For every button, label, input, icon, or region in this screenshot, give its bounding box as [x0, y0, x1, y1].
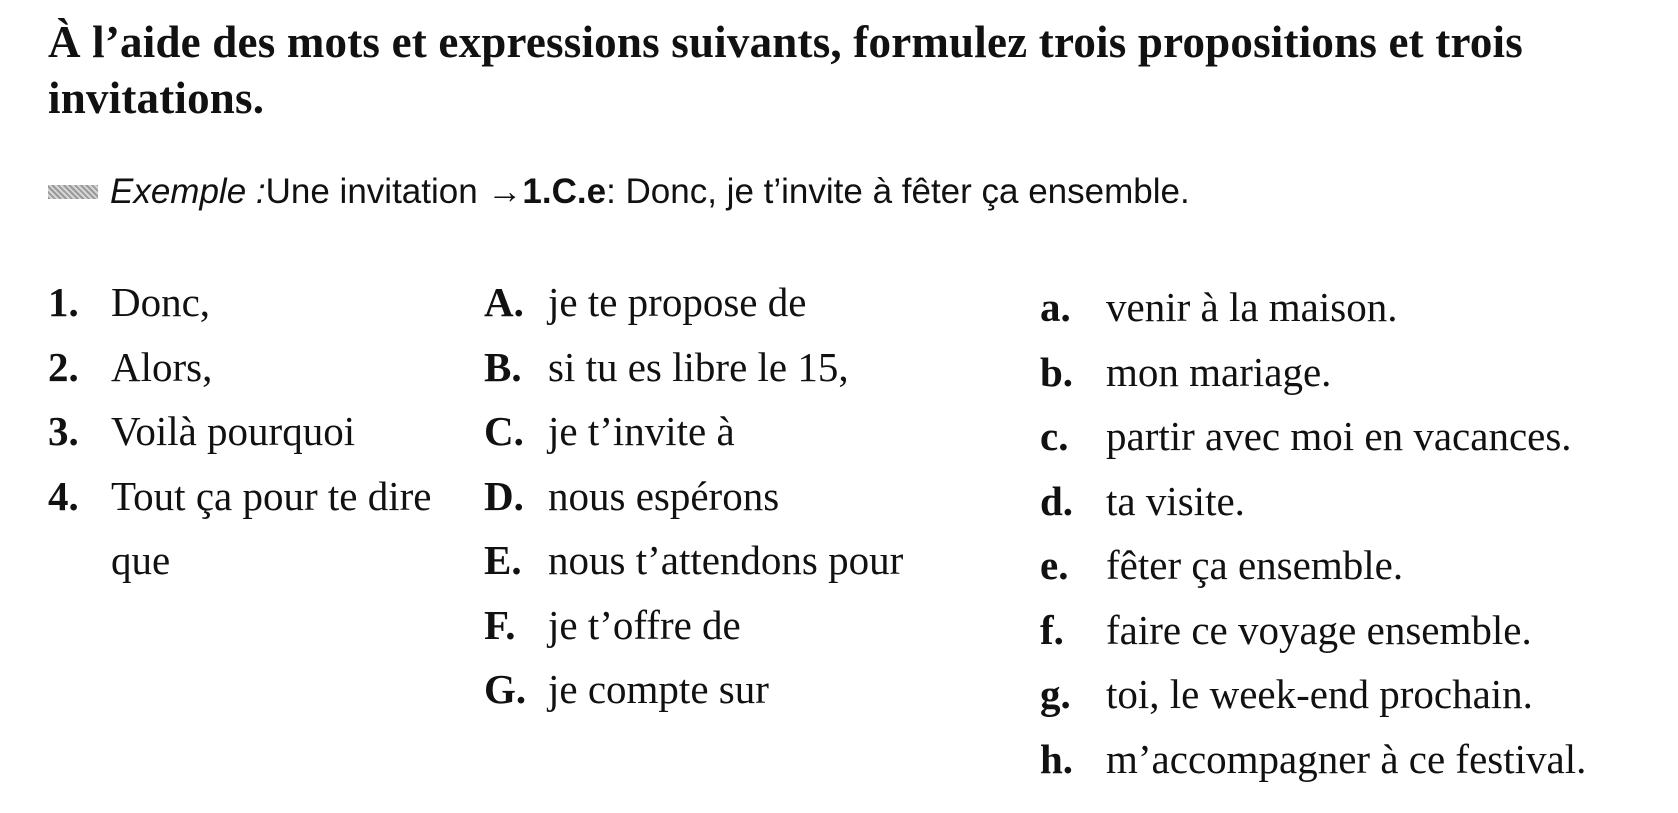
example-marker-icon: [48, 185, 98, 199]
item-letter: d.: [1040, 477, 1074, 524]
list-item: [1040, 275, 1670, 340]
example-code: 1.C.e: [522, 172, 607, 211]
item-text: nous t’attendons pour: [548, 537, 904, 583]
item-text: faire ce voyage ensemble.: [1106, 606, 1532, 653]
list-item: [484, 528, 1004, 593]
list-item: [1040, 533, 1670, 598]
item-text: mon mariage.: [1106, 348, 1332, 395]
list-item: [1040, 404, 1670, 469]
item-text: nous espérons: [548, 472, 780, 519]
list-item: [484, 464, 1004, 529]
item-letter: c.: [1040, 413, 1069, 459]
example-line: [48, 168, 1190, 216]
item-text: je t’invite à: [548, 408, 735, 454]
item-letter: a.: [1040, 284, 1071, 330]
item-letter: e.: [1040, 542, 1069, 588]
list-item: [1040, 340, 1670, 405]
item-letter: g.: [1040, 671, 1071, 717]
item-letter: C.: [484, 408, 524, 454]
list-item: [484, 593, 1004, 658]
item-text: fêter ça ensemble.: [1106, 542, 1404, 588]
list-item: [48, 270, 468, 335]
item-letter: G.: [484, 666, 527, 712]
example-prefix: Une invitation →: [265, 172, 523, 211]
item-text: toi, le week-end prochain.: [1106, 671, 1533, 717]
item-letter: F.: [484, 601, 516, 648]
item-text: m’accompagner à ce festival.: [1106, 735, 1587, 782]
example-label: Exemple :: [110, 172, 266, 211]
column-lowercase: [1040, 275, 1670, 791]
list-item: [48, 464, 468, 593]
item-text: Alors,: [111, 343, 213, 390]
item-text: je compte sur: [548, 666, 769, 712]
list-item: [1040, 469, 1670, 534]
list-item: [484, 335, 1004, 400]
list-item: [1040, 727, 1670, 792]
list-item: [48, 335, 468, 400]
item-number: 2.: [48, 343, 79, 390]
item-letter: b.: [1040, 348, 1074, 395]
item-text: si tu es libre le 15,: [548, 343, 849, 390]
item-letter: f.: [1040, 606, 1064, 653]
item-text: Voilà pourquoi: [111, 408, 356, 454]
item-number: 3.: [48, 408, 79, 454]
item-letter: D.: [484, 472, 524, 519]
list-item: [1040, 662, 1670, 727]
item-number: 4.: [48, 472, 79, 519]
list-item: [484, 270, 1004, 335]
exercise-instruction: À l’aide des mots et expressions suivants, formulez trois propositions et trois invitations.: [48, 17, 1523, 123]
list-item: [484, 657, 1004, 722]
item-text: ta visite.: [1106, 477, 1245, 524]
list-item: [1040, 598, 1670, 663]
item-text: venir à la maison.: [1106, 284, 1398, 330]
item-letter: E.: [484, 537, 522, 583]
column-capitals: [484, 270, 1004, 722]
example-sentence: : Donc, je t’invite à fêter ça ensemble.: [606, 172, 1190, 211]
item-number: 1.: [48, 279, 79, 325]
item-text: je te propose de: [548, 279, 807, 325]
item-letter: h.: [1040, 735, 1074, 782]
column-numbers: [48, 270, 468, 593]
item-text: Tout ça pour te dire que: [111, 472, 432, 583]
item-text: partir avec moi en vacances.: [1106, 413, 1572, 459]
item-letter: B.: [484, 343, 522, 390]
item-text: je t’offre de: [548, 601, 741, 648]
list-item: [484, 399, 1004, 464]
list-item: [48, 399, 468, 464]
item-letter: A.: [484, 279, 524, 325]
item-text: Donc,: [111, 279, 211, 325]
